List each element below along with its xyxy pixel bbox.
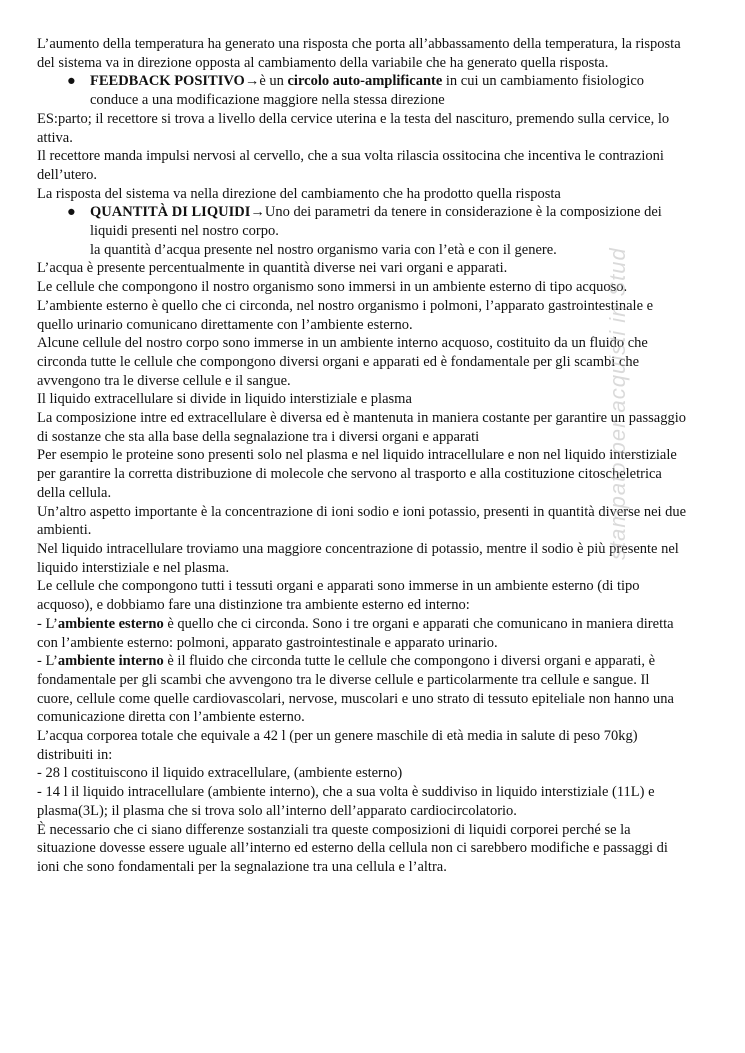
- term-ambiente-esterno: ambiente esterno: [57, 615, 164, 632]
- bullet-item-quantita-liquidi: [37, 203, 687, 240]
- list-dash: - L’: [37, 653, 58, 670]
- paragraph: Alcune cellule del nostro corpo sono immerse in un ambiente interno acquoso, costituito da un fluido che circonda tutte le cellule che compongono diversi organi e apparati ed è fondamentale per gli scambi che avvengono tra le diverse cellule e il sangue.: [37, 335, 648, 389]
- bullet-title: QUANTITÀ DI LIQUIDI: [90, 204, 251, 221]
- paragraph: L’acqua è presente percentualmente in quantità diverse nei vari organi e apparati.: [37, 260, 508, 277]
- paragraph: Le cellule che compongono tutti i tessuti organi e apparati sono immerse in un ambiente esterno (di tipo acquoso), e dobbiamo fare una distinzione tra ambiente esterno ed interno:: [37, 578, 640, 614]
- paragraph: - 28 l costituiscono il liquido extracellulare, (ambiente esterno): [37, 765, 403, 782]
- paragraph-ambiente-esterno: [37, 615, 687, 652]
- paragraph-text: è quello che ci circonda. Sono i tre organi e apparati che comunicano in maniera diretta con l’ambiente esterno: polmoni, apparato gastrointestinale e apparato urinario.: [37, 615, 674, 651]
- paragraph: Il recettore manda impulsi nervosi al cervello, che a sua volta rilascia ossitocina che incentiva le contrazioni dell’utero.: [37, 148, 664, 183]
- bullet-text: in cui un cambiamento fisiologico conduce a una modificazione maggiore nella stessa direzione: [90, 73, 645, 109]
- paragraph: Il liquido extracellulare si divide in liquido interstiziale e plasma: [37, 391, 412, 408]
- document-body: [37, 35, 687, 877]
- paragraph: La risposta del sistema va nella direzione del cambiamento che ha prodotto quella risposta: [37, 185, 561, 202]
- paragraph: ES:parto; il recettore si trova a livello della cervice uterina e la testa del nascituro, premendo sulla cervice, lo attiva.: [37, 110, 670, 146]
- term-ambiente-interno: ambiente interno: [57, 653, 164, 670]
- bullet-bold-term: circolo auto-amplificante: [287, 73, 443, 90]
- bullet-item-feedback-positivo: [37, 72, 687, 109]
- bullet-continuation: la quantità d’acqua presente nel nostro organismo varia con l’età e con il genere.: [90, 241, 557, 258]
- paragraph: Per esempio le proteine sono presenti solo nel plasma e nel liquido intracellulare e non nel liquido interstiziale per garantire la corretta distribuzione di molecole che servono al trasporto e alla costituzione citoscheletrica della cellula.: [37, 447, 677, 501]
- bullet-arrow-text: →è un: [244, 73, 288, 90]
- bullet-text: →Uno dei parametri da tenere in considerazione è la composizione dei liquidi presenti nel nostro corpo.: [90, 204, 662, 240]
- bullet-icon: ●: [67, 204, 76, 221]
- paragraph: L’aumento della temperatura ha generato una risposta che porta all’abbassamento della temperatura, la risposta del sistema va in direzione opposta al cambiamento della variabile che ha generato quella risposta.: [37, 36, 681, 71]
- bullet-icon: ●: [67, 73, 76, 90]
- paragraph-ambiente-interno: [37, 652, 687, 727]
- paragraph: È necessario che ci siano differenze sostanziali tra queste composizioni di liquidi corporei perché se la situazione dovesse essere uguale all’interno ed esterno della cellula non ci sarebbero modifiche e passaggi di ioni che sono fondamentali per la segnalazione tra una cellula e l’altra.: [37, 821, 668, 875]
- paragraph: Le cellule che compongono il nostro organismo sono immersi in un ambiente esterno di tipo acquoso.: [37, 279, 628, 296]
- paragraph: - 14 l il liquido intracellulare (ambiente interno), che a sua volta è suddiviso in liquido interstiziale (11L) e plasma(3L); il plasma che si trova solo all’interno dell’apparato cardiocircolatorio.: [37, 784, 655, 819]
- list-dash: - L’: [37, 615, 58, 632]
- paragraph: La composizione intre ed extracellulare è diversa ed è mantenuta in maniera costante per garantire un passaggio di sostanze che sta alla base della segnalazione tra i diversi organi e apparati: [37, 410, 686, 445]
- paragraph: L’acqua corporea totale che equivale a 42 l (per un genere maschile di età media in salute di peso 70kg) distribuiti in:: [37, 728, 638, 763]
- paragraph: Nel liquido intracellulare troviamo una maggiore concentrazione di potassio, mentre il sodio è più presente nel liquido interstiziale e nel plasma.: [37, 540, 679, 576]
- paragraph: Un’altro aspetto importante è la concentrazione di ioni sodio e ioni potassio, presenti in quantità diverse nei due ambienti.: [37, 503, 687, 539]
- paragraph: L’ambiente esterno è quello che ci circonda, nel nostro organismo i polmoni, l’apparato gastrointestinale e quello urinario comunicano direttamente con l’ambiente esterno.: [37, 297, 654, 333]
- bullet-title: FEEDBACK POSITIVO: [90, 73, 245, 90]
- watermark: stampato per acquisti in Stud: [605, 247, 630, 560]
- paragraph-text: è il fluido che circonda tutte le cellule che compongono i diversi organi e apparati, è fondamentale per gli scambi che avvengono tra le diverse cellule e particolarmente tra cellule e sangue. Il cuore, cellule come quelle cardiovascolari, nervose, muscolari e uno strato di tessuto epiteliale non hanno una comunicazione diretta con l’ambiente esterno.: [37, 653, 674, 726]
